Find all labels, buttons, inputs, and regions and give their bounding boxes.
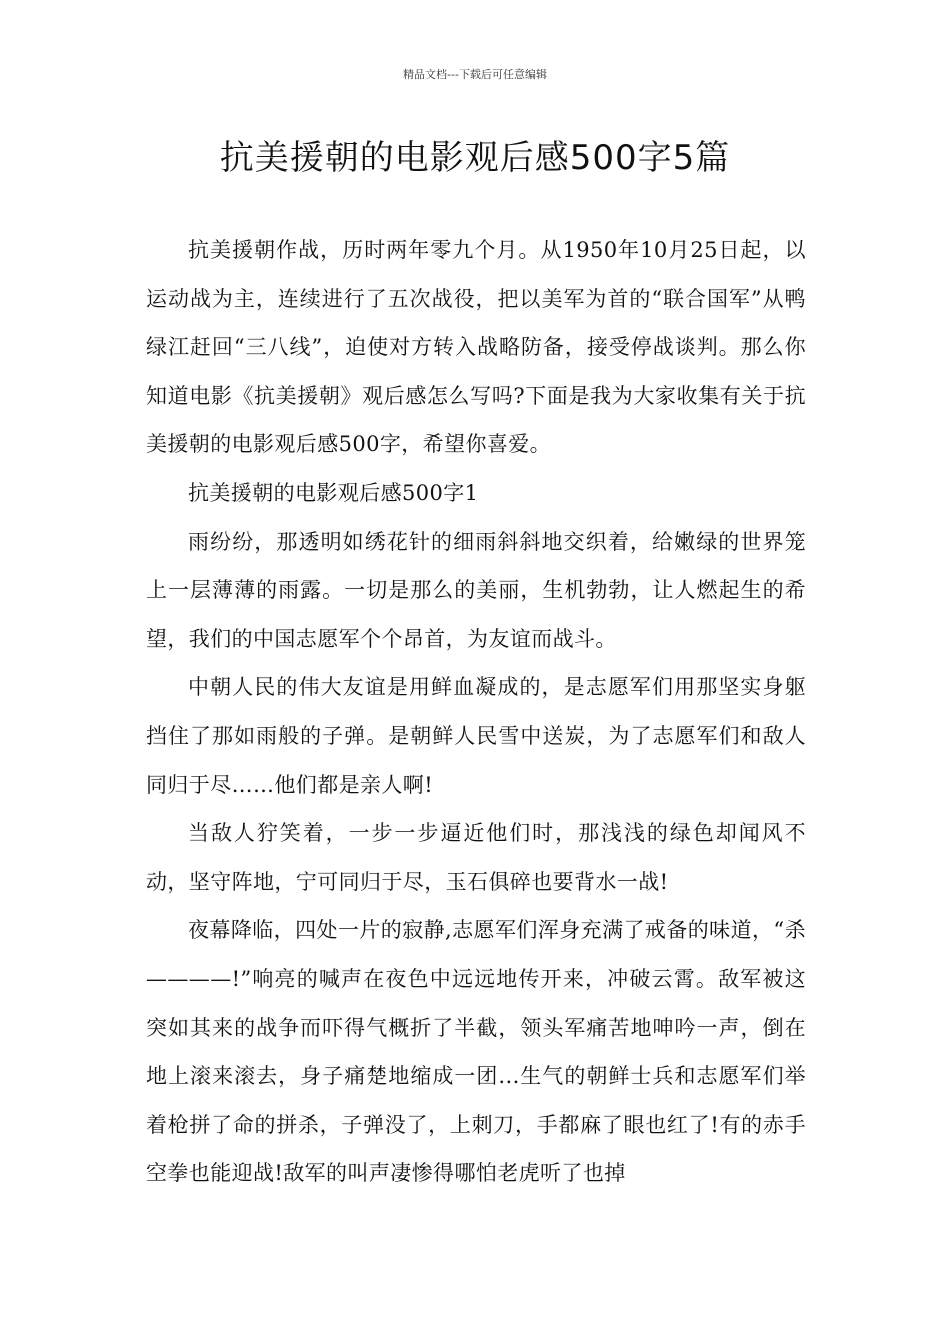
intro-paragraph: 抗美援朝作战，历时两年零九个月。从1950年10月25日起，以运动战为主，连续进行了五次战役，把以美军为首的“联合国军”从鸭绿江赶回“三八线”，迫使对方转入战略防备，接受停战谈判。那么你知道电影《抗美援朝》观后感怎么写吗?下面是我为大家收集有关于抗美援朝的电影观后感500字，希望你喜爱。 — [146, 238, 806, 457]
document-body — [146, 226, 806, 1198]
body-paragraph: 当敌人狞笑着，一步一步逼近他们时，那浅浅的绿色却闻风不动，坚守阵地，宁可同归于尽，玉石俱碎也要背水一战! — [146, 821, 806, 894]
section-heading: 抗美援朝的电影观后感500字1 — [188, 480, 479, 505]
body-paragraph: 夜幕降临，四处一片的寂静,志愿军们浑身充满了戒备的味道，“杀————!”响亮的喊声在夜色中远远地传开来，冲破云霄。敌军被这突如其来的战争而吓得气概折了半截，领头军痛苦地呻吟一声，倒在地上滚来滚去，身子痛楚地缩成一团...生气的朝鲜士兵和志愿军们举着枪拼了命的拼杀，子弹没了，上刺刀，手都麻了眼也红了!有的赤手空拳也能迎战!敌军的叫声凄惨得哪怕老虎听了也掉 — [146, 918, 806, 1186]
document-title: 抗美援朝的电影观后感500字5篇 — [219, 138, 731, 178]
body-paragraph: 中朝人民的伟大友谊是用鲜血凝成的，是志愿军们用那坚实身躯挡住了那如雨般的子弹。是朝鲜人民雪中送炭，为了志愿军们和敌人同归于尽……他们都是亲人啊! — [146, 675, 806, 797]
body-paragraph: 雨纷纷，那透明如绣花针的细雨斜斜地交织着，给嫩绿的世界笼上一层薄薄的雨露。一切是那么的美丽，生机勃勃，让人燃起生的希望，我们的中国志愿军个个昂首，为友谊而战斗。 — [146, 529, 806, 651]
header-note: 精品文档---下载后可任意编辑 — [403, 68, 547, 81]
